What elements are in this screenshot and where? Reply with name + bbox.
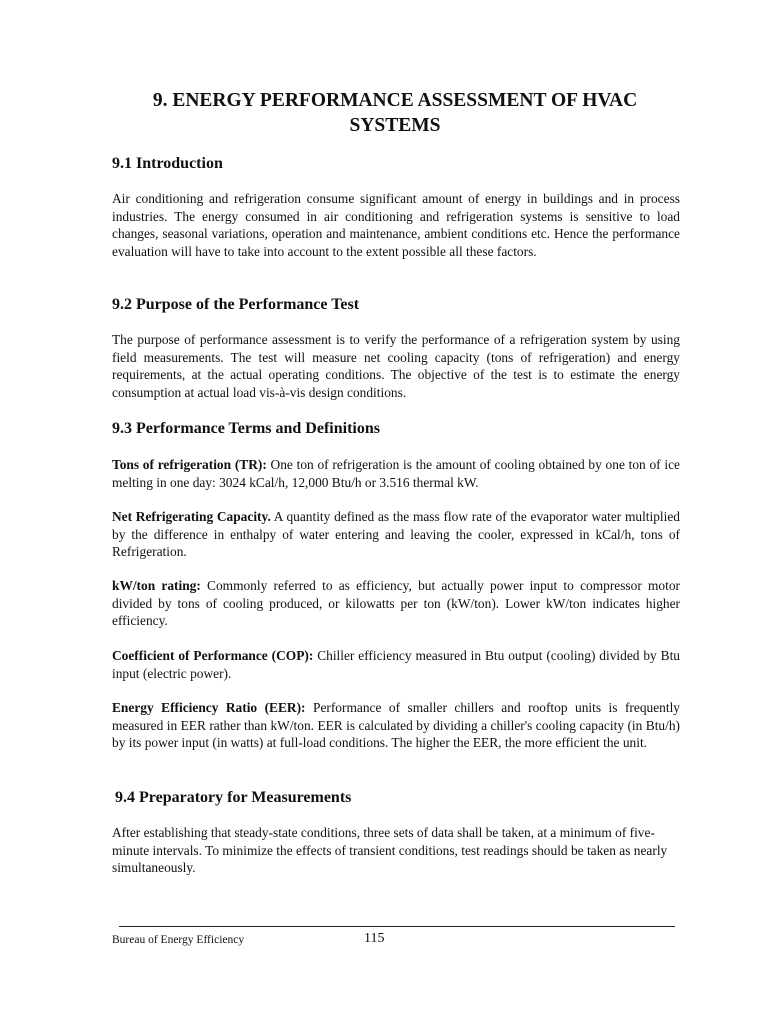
footer-divider xyxy=(119,926,675,927)
definition-kw-per-ton-rating xyxy=(112,577,680,630)
introduction-paragraph: Air conditioning and refrigeration consume significant amount of energy in buildings and in process industries. The energy consumed in air conditioning and refrigeration systems is sensitive to load changes, seasonal variations, operation and maintenance, ambient conditions etc. Hence the performance evaluation will have to take into account to the extent possible all these factors. xyxy=(112,191,680,259)
definition-term: Energy Efficiency Ratio (EER): xyxy=(112,700,306,715)
definition-tons-of-refrigeration xyxy=(112,456,680,491)
section-heading-introduction: 9.1 Introduction xyxy=(112,155,223,172)
purpose-paragraph: The purpose of performance assessment is to verify the performance of a refrigeration system by using field measurements. The test will measure net cooling capacity (tons of refrigeration) and energy requirements, at the actual operating conditions. The objective of the test is to estimate the energy consumption at actual load vis-à-vis design conditions. xyxy=(112,332,680,400)
definition-term: Net Refrigerating Capacity. xyxy=(112,509,271,524)
page-title: 9. ENERGY PERFORMANCE ASSESSMENT OF HVAC SYSTEMS xyxy=(152,90,638,136)
section-heading-preparatory: 9.4 Preparatory for Measurements xyxy=(115,789,352,806)
definition-text: Performance of smaller chillers and rooftop units is frequently measured in EER rather than kW/ton. EER is calculated by dividing a chiller's cooling capacity (in Btu/h) by its power input (in watts) at full-load conditions. The higher the EER, the more efficient the unit. xyxy=(112,700,680,750)
definition-text: A quantity defined as the mass flow rate of the evaporator water multiplied by the difference in enthalpy of water entering and leaving the cooler, expressed in kCal/h, tons of Refrigeration. xyxy=(112,509,680,559)
definition-cop xyxy=(112,647,680,682)
footer-publisher: Bureau of Energy Efficiency xyxy=(112,934,245,946)
definition-term: kW/ton rating: xyxy=(112,578,201,593)
preparatory-paragraph: After establishing that steady-state conditions, three sets of data shall be taken, at a minimum of five-minute intervals. To minimize the effects of transient conditions, test readings should be taken as nearly simultaneously. xyxy=(112,825,668,875)
page-number: 115 xyxy=(364,931,385,946)
definition-text: One ton of refrigeration is the amount of cooling obtained by one ton of ice melting in one day: 3024 kCal/h, 12,000 Btu/h or 3.516 thermal kW. xyxy=(112,457,681,490)
definition-net-refrigerating-capacity xyxy=(112,508,680,561)
section-heading-purpose: 9.2 Purpose of the Performance Test xyxy=(112,296,360,313)
definition-term: Coefficient of Performance (COP): xyxy=(112,648,314,663)
definition-text: Commonly referred to as efficiency, but actually power input to compressor motor divided by tons of cooling produced, or kilowatts per ton (kW/ton). Lower kW/ton indicates higher efficiency. xyxy=(112,578,680,628)
definition-text: Chiller efficiency measured in Btu output (cooling) divided by Btu input (electric power). xyxy=(112,648,680,681)
section-heading-definitions: 9.3 Performance Terms and Definitions xyxy=(112,420,380,437)
definition-eer xyxy=(112,699,680,752)
definition-term: Tons of refrigeration (TR): xyxy=(112,457,267,472)
